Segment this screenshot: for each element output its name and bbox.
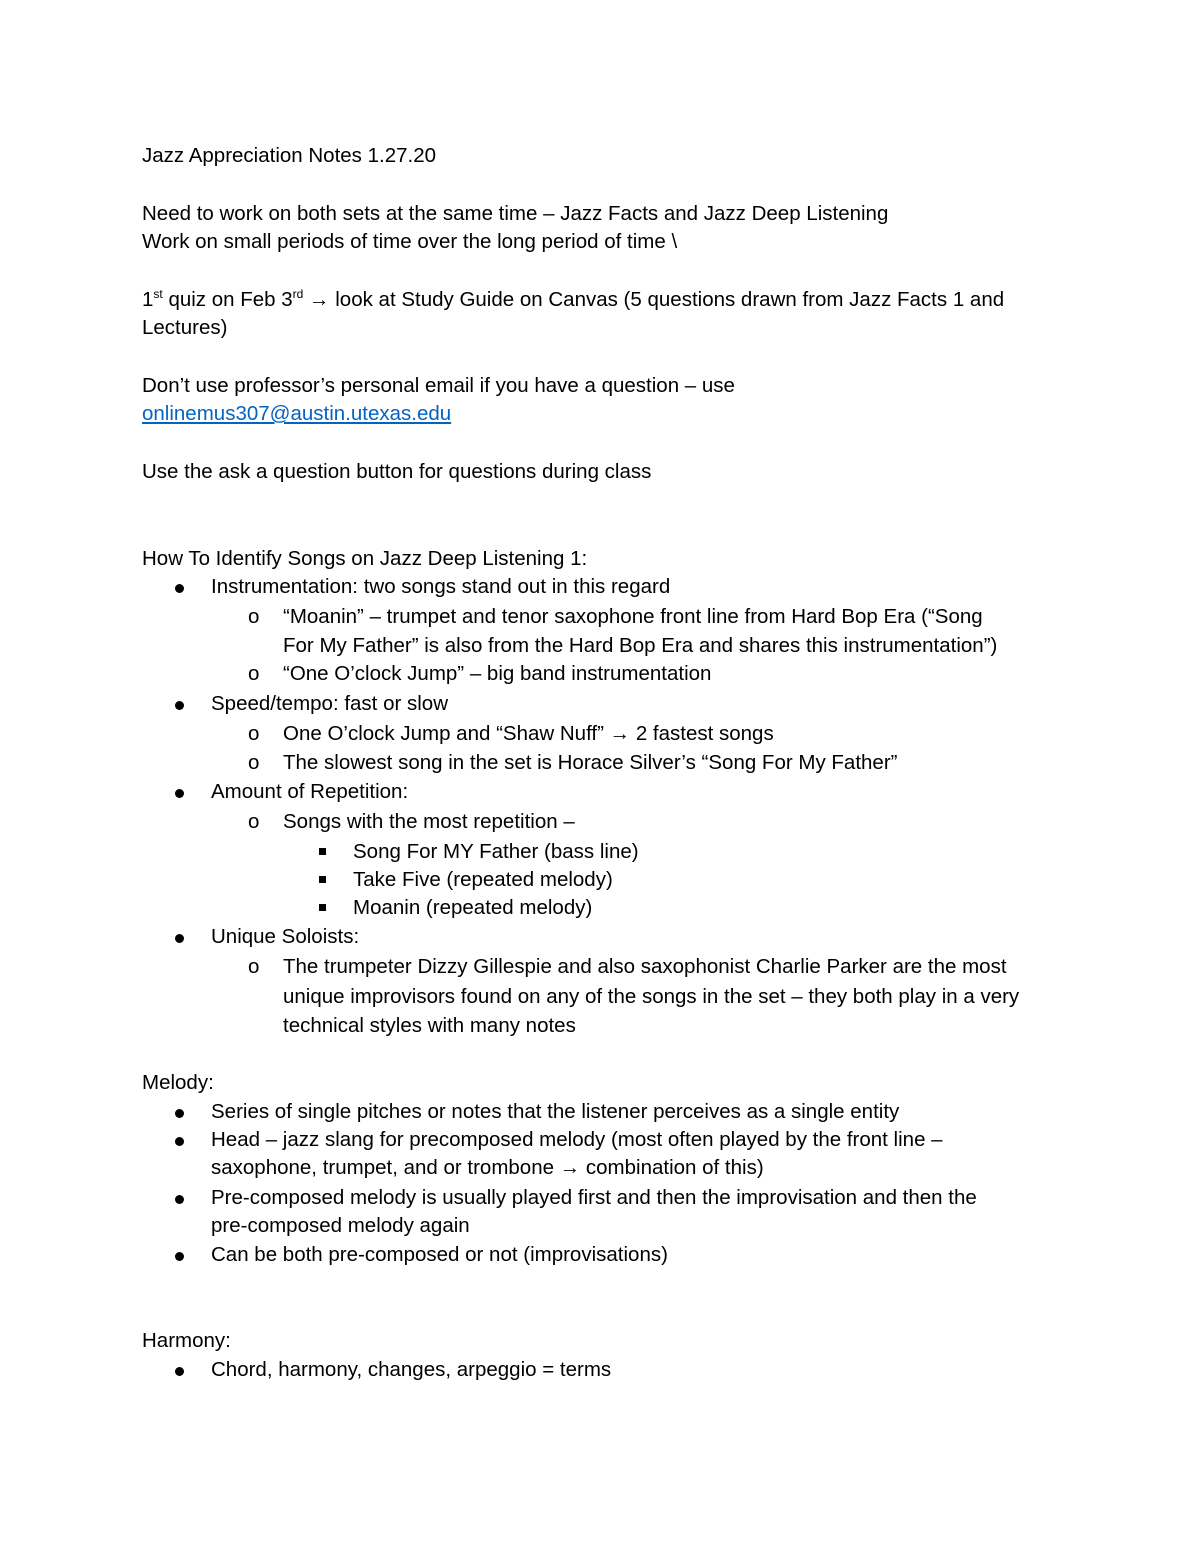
list-item-precomposed-cont: pre-composed melody again: [211, 1214, 470, 1237]
list-item-one-oclock: “One O’clock Jump” – big band instrumentation: [283, 662, 712, 685]
bullet-icon: [175, 701, 184, 710]
list-item-soloists-detail-cont: technical styles with many notes: [283, 1014, 576, 1037]
quiz-rest: look at Study Guide on Canvas (5 questions drawn from Jazz Facts 1 and: [335, 288, 1005, 311]
list-item-soloists-detail-cont: unique improvisors found on any of the songs in the set – they both play in a very: [283, 985, 1020, 1008]
intro-line-1: Need to work on both sets at the same time – Jazz Facts and Jazz Deep Listening: [142, 202, 889, 225]
list-item-rep-song: Take Five (repeated melody): [353, 868, 613, 891]
list-item-harmony-terms: Chord, harmony, changes, arpeggio = terms: [211, 1358, 612, 1381]
list-item-precomposed: Pre-composed melody is usually played first and then the improvisation and then the: [211, 1186, 977, 1209]
identify-heading: How To Identify Songs on Jazz Deep Listening 1:: [142, 547, 588, 570]
list-item-instrumentation: Instrumentation: two songs stand out in this regard: [211, 575, 671, 598]
square-bullet-icon: [319, 848, 326, 855]
list-item-moanin: “Moanin” – trumpet and tenor saxophone front line from Hard Bop Era (“Song: [283, 605, 983, 628]
hollow-bullet-icon: o: [248, 605, 260, 628]
list-item-slowest: The slowest song in the set is Horace Silver’s “Song For My Father”: [283, 751, 898, 774]
list-item-speed: Speed/tempo: fast or slow: [211, 692, 449, 715]
quiz-line-cont: Lectures): [142, 316, 228, 339]
square-bullet-icon: [319, 876, 326, 883]
quiz-number: 1: [142, 288, 154, 311]
page-title: Jazz Appreciation Notes 1.27.20: [142, 144, 437, 167]
arrow-icon: →: [303, 288, 336, 311]
quiz-date-text: quiz on Feb 3: [162, 288, 293, 311]
list-item-head: Head – jazz slang for precomposed melody (most often played by the front line –: [211, 1128, 943, 1151]
square-bullet-icon: [319, 904, 326, 911]
bullet-icon: [175, 1109, 184, 1118]
list-item-most-repetition: Songs with the most repetition –: [283, 810, 575, 833]
intro-line-2: Work on small periods of time over the long period of time \: [142, 230, 678, 253]
bullet-icon: [175, 584, 184, 593]
email-link[interactable]: onlinemus307@austin.utexas.edu: [142, 402, 452, 425]
list-item-soloists: Unique Soloists:: [211, 925, 360, 948]
ask-question-note: Use the ask a question button for questions during class: [142, 460, 652, 483]
hollow-bullet-icon: o: [248, 751, 260, 774]
list-item-repetition: Amount of Repetition:: [211, 780, 409, 803]
melody-heading: Melody:: [142, 1071, 214, 1094]
bullet-icon: [175, 1195, 184, 1204]
hollow-bullet-icon: o: [248, 722, 260, 745]
hollow-bullet-icon: o: [248, 955, 260, 978]
list-item-rep-song: Song For MY Father (bass line): [353, 840, 639, 863]
bullet-icon: [175, 934, 184, 943]
list-item-rep-song: Moanin (repeated melody): [353, 896, 593, 919]
hollow-bullet-icon: o: [248, 662, 260, 685]
hollow-bullet-icon: o: [248, 810, 260, 833]
bullet-icon: [175, 1367, 184, 1376]
quiz-line: [142, 286, 1004, 314]
quiz-number-suffix: st: [153, 287, 163, 302]
list-item-improvisation: Can be both pre-composed or not (improvisations): [211, 1243, 668, 1266]
list-item-melody: Series of single pitches or notes that the listener perceives as a single entity: [211, 1100, 900, 1123]
bullet-icon: [175, 789, 184, 798]
list-item-fastest: One O’clock Jump and “Shaw Nuff” → 2 fastest songs: [283, 722, 774, 745]
bullet-icon: [175, 1137, 184, 1146]
quiz-date-suffix: rd: [292, 287, 304, 302]
email-instructions: Don’t use professor’s personal email if you have a question – use: [142, 374, 735, 397]
list-item-head-cont: saxophone, trumpet, and or trombone → combination of this): [211, 1156, 764, 1179]
list-item-soloists-detail: The trumpeter Dizzy Gillespie and also saxophonist Charlie Parker are the most: [283, 955, 1007, 978]
list-item-moanin-cont: For My Father” is also from the Hard Bop Era and shares this instrumentation”): [283, 634, 998, 657]
bullet-icon: [175, 1252, 184, 1261]
harmony-heading: Harmony:: [142, 1329, 231, 1352]
